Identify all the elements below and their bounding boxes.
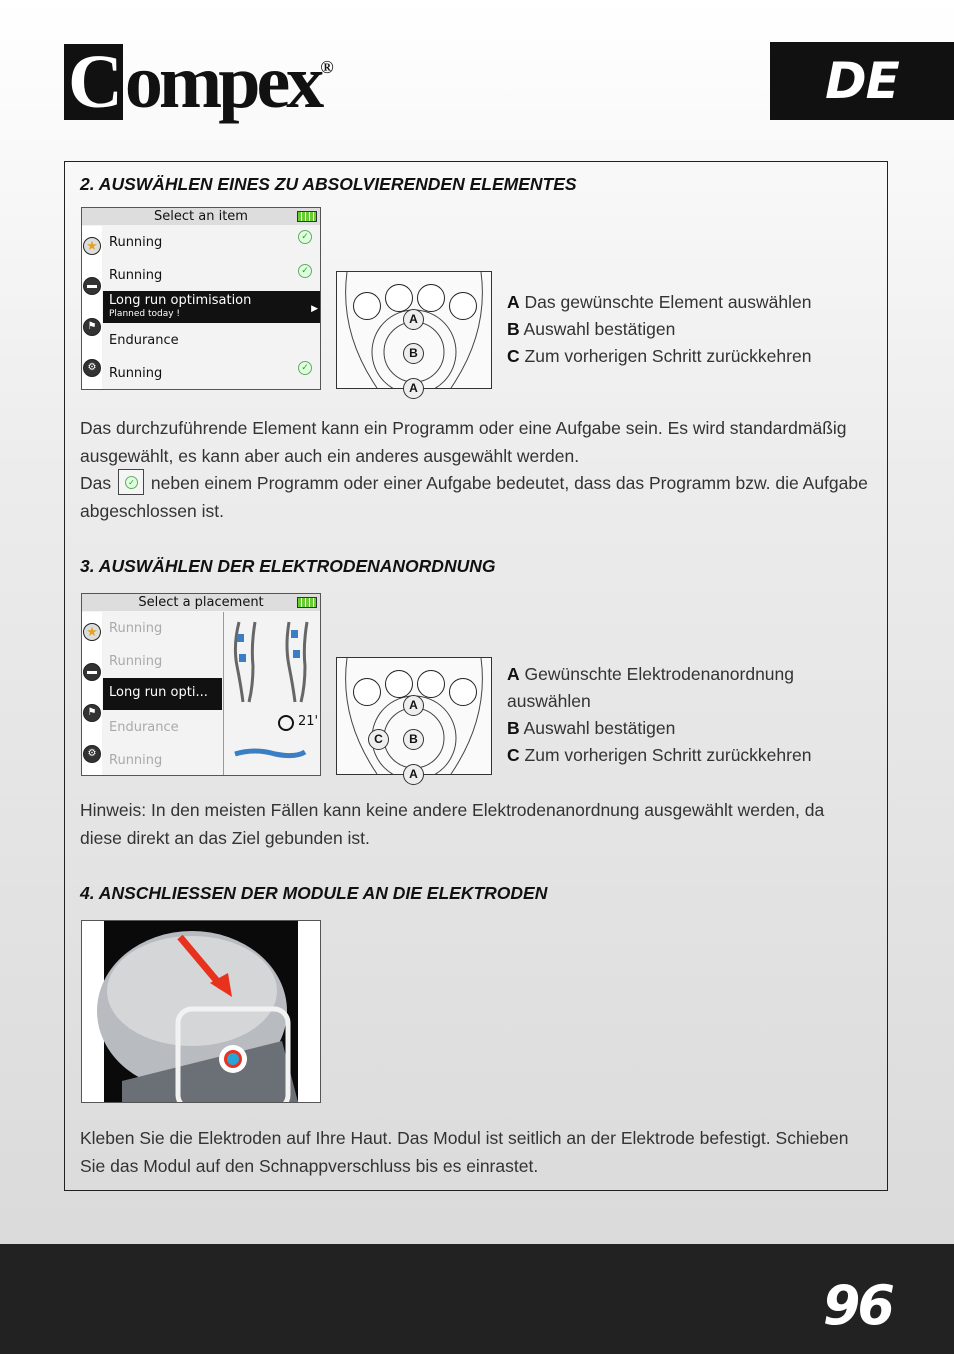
check-icon: ✓ bbox=[298, 361, 312, 375]
para2-pre: Das bbox=[80, 473, 112, 493]
language-badge: DE bbox=[770, 42, 954, 120]
item-label: Long run optimisation bbox=[109, 293, 252, 308]
step-c: C Zum vorherigen Schritt zurückkehren bbox=[507, 346, 812, 366]
list-item[interactable] bbox=[103, 324, 320, 356]
section-2-paragraph-1: Das durchzuführende Element kann ein Programm oder eine Aufgabe sein. Es wird standardmäßig ausgewählt, es kann aber auch ein anderes ausgewählt werden. bbox=[80, 418, 847, 466]
device-outline bbox=[337, 658, 491, 774]
gear-icon: ⚙ bbox=[83, 359, 101, 377]
device-keypad-diagram bbox=[336, 271, 492, 395]
module-photo bbox=[81, 920, 321, 1103]
keypad-button[interactable] bbox=[449, 292, 477, 320]
module-electrode-illustration bbox=[82, 921, 320, 1102]
keypad-button[interactable] bbox=[385, 284, 413, 312]
step-a: A Gewünschte Elektrodenanordnung auswählen bbox=[507, 664, 795, 711]
section-4-paragraph: Kleben Sie die Elektroden auf Ihre Haut. Das Modul ist seitlich an der Elektrode befestigt. Schieben Sie das Modul auf den Schnappverschluss bis es einrastet. bbox=[80, 1128, 849, 1176]
keypad-button[interactable] bbox=[353, 292, 381, 320]
check-icon: ✓ bbox=[298, 230, 312, 244]
label-c: C bbox=[368, 729, 389, 750]
folder-icon: ▬ bbox=[83, 277, 101, 295]
keypad-button[interactable] bbox=[417, 670, 445, 698]
label-a-top: A bbox=[403, 695, 424, 716]
list-item[interactable]: Endurance bbox=[109, 720, 179, 735]
section-2-heading: 2. AUSWÄHLEN EINES ZU ABSOLVIERENDEN ELEMENTES bbox=[80, 174, 577, 194]
label-a-bottom: A bbox=[403, 764, 424, 785]
item-label: Running bbox=[109, 366, 163, 381]
item-label: Running bbox=[109, 235, 163, 250]
placement-list bbox=[103, 612, 222, 775]
section-2-steps bbox=[507, 289, 812, 370]
screen-title: Select a placement bbox=[82, 594, 320, 611]
compex-logo bbox=[64, 40, 334, 124]
duration-value: 21' bbox=[298, 714, 319, 729]
keypad-button[interactable] bbox=[449, 678, 477, 706]
battery-icon bbox=[297, 211, 317, 222]
placement-selection-screen bbox=[81, 593, 321, 776]
para2-post: neben einem Programm oder einer Aufgabe bedeutet, dass das Programm bzw. die Aufgabe abgeschlossen ist. bbox=[80, 473, 868, 521]
star-icon: ★ bbox=[83, 237, 101, 255]
item-label: Running bbox=[109, 268, 163, 283]
flag-icon: ⚑ bbox=[83, 318, 101, 336]
device-keypad-diagram bbox=[336, 657, 492, 781]
electrode-placement-illustration bbox=[225, 616, 319, 766]
battery-icon bbox=[297, 597, 317, 608]
panel-divider bbox=[223, 612, 224, 775]
page-footer bbox=[0, 1244, 954, 1354]
label-a-bottom: A bbox=[403, 378, 424, 399]
registered-mark: ® bbox=[320, 57, 334, 77]
section-4-heading: 4. ANSCHLIESSEN DER MODULE AN DIE ELEKTRODEN bbox=[80, 883, 548, 903]
check-icon: ✓ bbox=[298, 264, 312, 278]
section-3-steps bbox=[507, 661, 847, 769]
list-item[interactable]: Running bbox=[109, 654, 163, 669]
list-item[interactable] bbox=[103, 226, 320, 258]
step-b: B Auswahl bestätigen bbox=[507, 718, 676, 738]
list-item-selected[interactable]: Long run opti... bbox=[103, 678, 222, 710]
item-selection-screen bbox=[81, 207, 321, 390]
step-c: C Zum vorherigen Schritt zurückkehren bbox=[507, 745, 812, 765]
keypad-button[interactable] bbox=[385, 670, 413, 698]
label-b: B bbox=[403, 343, 424, 364]
section-3-heading: 3. AUSWÄHLEN DER ELEKTRODENANORDNUNG bbox=[80, 556, 496, 576]
label-a-top: A bbox=[403, 309, 424, 330]
label-b: B bbox=[403, 729, 424, 750]
gear-icon: ⚙ bbox=[83, 745, 101, 763]
item-sublabel: Planned today ! bbox=[109, 309, 181, 319]
screen-title: Select an item bbox=[82, 208, 320, 225]
inline-check-icon: ✓ bbox=[118, 469, 144, 495]
keypad-button[interactable] bbox=[353, 678, 381, 706]
play-arrow-icon: ▶ bbox=[311, 304, 318, 314]
page-number: 96 bbox=[822, 1274, 892, 1337]
stopwatch-icon bbox=[281, 707, 291, 717]
step-a: A Das gewünschte Element auswählen bbox=[507, 292, 812, 312]
section-2-paragraph-2 bbox=[80, 470, 870, 525]
keypad-button[interactable] bbox=[417, 284, 445, 312]
folder-icon: ▬ bbox=[83, 663, 101, 681]
list-item[interactable] bbox=[103, 357, 320, 389]
list-item[interactable]: Running bbox=[109, 621, 163, 636]
screen-sidebar bbox=[82, 612, 102, 775]
step-b: B Auswahl bestätigen bbox=[507, 319, 676, 339]
item-label: Endurance bbox=[109, 333, 179, 348]
screen-sidebar bbox=[82, 226, 102, 389]
section-3-note: Hinweis: In den meisten Fällen kann keine andere Elektrodenanordnung ausgewählt werden, da diese direkt an das Ziel gebunden ist. bbox=[80, 800, 825, 848]
flag-icon: ⚑ bbox=[83, 704, 101, 722]
star-icon: ★ bbox=[83, 623, 101, 641]
device-outline bbox=[337, 272, 491, 388]
list-item-selected[interactable] bbox=[103, 291, 320, 323]
logo-initial: C bbox=[64, 44, 123, 120]
list-item[interactable]: Running bbox=[109, 753, 163, 768]
list-item[interactable] bbox=[103, 259, 320, 291]
logo-rest: ompex bbox=[124, 40, 321, 124]
